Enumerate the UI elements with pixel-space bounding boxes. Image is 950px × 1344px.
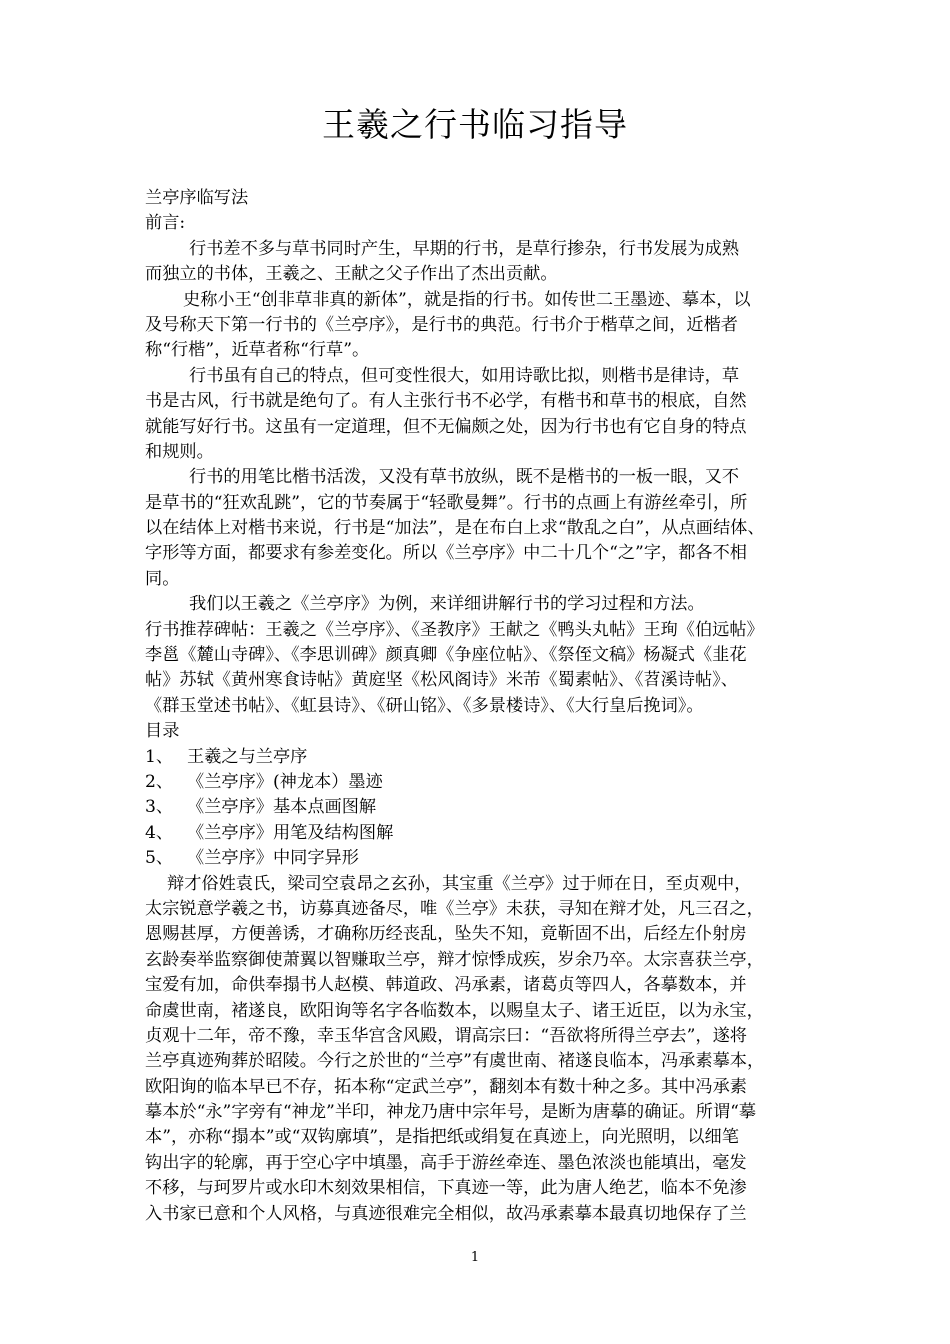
toc-item-label: 《兰亭序》中同字异形 xyxy=(187,848,359,869)
text-line: 行书推荐碑帖：王羲之《兰亭序》、《圣教序》王献之《鸭头丸帖》王珣《伯远帖》 xyxy=(145,619,764,640)
text-line: 摹本於“永”字旁有“神龙”半印，神龙乃唐中宗年号，是断为唐摹的确证。所谓“摹 xyxy=(145,1102,757,1123)
table-of-contents xyxy=(145,745,815,872)
text-line: 太宗锐意学羲之书，访募真迹备尽，唯《兰亭》未获，寻知在辩才处，凡三召之， xyxy=(145,898,764,919)
text-line: 目录 xyxy=(145,721,180,742)
toc-item xyxy=(145,795,815,820)
text-line: 史称小王“创非草非真的新体”，就是指的行书。如传世二王墨迹、摹本，以 xyxy=(183,289,751,310)
text-line: 就能写好行书。这虽有一定道理，但不无偏颇之处，因为行书也有它自身的特点 xyxy=(145,416,747,437)
text-line: 行书差不多与草书同时产生，早期的行书，是草行掺杂，行书发展为成熟 xyxy=(189,238,740,259)
text-line: 本”，亦称“搨本”或“双钩廓填”，是指把纸或绢复在真迹上，向光照明，以细笔 xyxy=(145,1127,739,1148)
document-title: 王羲之行书临习指导 xyxy=(322,105,628,144)
text-line: 兰亭真迹殉葬於昭陵。今行之於世的“兰亭”有虞世南、褚遂良临本，冯承素摹本， xyxy=(145,1051,765,1072)
text-line: 欧阳询的临本早已不存，拓本称“定武兰亭”，翻刻本有数十种之多。其中冯承素 xyxy=(145,1076,747,1097)
text-line: 书是古风，行书就是绝句了。有人主张行书不必学，有楷书和草书的根底，自然 xyxy=(145,391,747,412)
text-line: 行书虽有自己的特点，但可变性很大，如用诗歌比拟，则楷书是律诗，草 xyxy=(189,365,740,386)
text-line: 前言: xyxy=(145,213,186,234)
toc-item xyxy=(145,770,815,795)
text-line: 辩才俗姓袁氏，梁司空袁昂之玄孙，其宝重《兰亭》过于师在日，至贞观中， xyxy=(167,873,752,894)
text-line: 行书的用笔比楷书活泼，又没有草书放纵，既不是楷书的一板一眼，又不 xyxy=(189,467,740,488)
text-line: 贞观十二年，帝不豫，幸玉华宫含风殿，谓高宗曰：“吾欲将所得兰亭去”，遂将 xyxy=(145,1025,747,1046)
toc-item-label: 《兰亭序》(神龙本）墨迹 xyxy=(187,771,383,792)
text-line: 是草书的“狂欢乱跳”，它的节奏属于“轻歌曼舞”。行书的点画上有游丝牵引，所 xyxy=(145,492,748,513)
toc-item xyxy=(145,821,815,846)
text-line: 同。 xyxy=(145,568,180,589)
toc-item-number: 2、 xyxy=(145,771,174,792)
text-line: 称“行楷”，近草者称“行草”。 xyxy=(145,340,370,361)
toc-item xyxy=(145,846,815,871)
toc-item-number: 5、 xyxy=(145,848,174,869)
text-line: 而独立的书体，王羲之、王献之父子作出了杰出贡献。 xyxy=(145,264,558,285)
text-line: 以在结体上对楷书来说，行书是“加法”，是在布白上求“散乱之白”，从点画结体、 xyxy=(145,518,765,539)
text-line: 宝爱有加，命供奉搨书人赵模、韩道政、冯承素，诸葛贞等四人，各摹数本，并 xyxy=(145,975,747,996)
text-line: 字形等方面，都要求有参差变化。所以《兰亭序》中二十几个“之”字，都各不相 xyxy=(145,543,747,564)
text-line: 入书家已意和个人风格，与真迹很难完全相似，故冯承素摹本最真切地保存了兰 xyxy=(145,1203,747,1224)
text-line: 钩出字的轮廓，再于空心字中填墨，高手于游丝牵连、墨色浓淡也能填出，毫发 xyxy=(145,1152,747,1173)
toc-item xyxy=(145,745,815,770)
toc-item-label: 《兰亭序》用笔及结构图解 xyxy=(187,822,394,843)
document-body xyxy=(145,186,815,1227)
text-line: 玄龄奏举监察御使萧翼以智赚取兰亭，辩才惊悸成疾，岁余乃卒。太宗喜获兰亭， xyxy=(145,949,764,970)
text-line: 恩赐甚厚，方便善诱，才确称历经丧乱，坠失不知，竟靳固不出，后经左仆射房 xyxy=(145,924,747,945)
text-line: 李邕《麓山寺碑》、《李思训碑》颜真卿《争座位帖》、《祭侄文稿》杨凝式《韭花 xyxy=(145,645,747,666)
story-section xyxy=(145,872,815,1227)
toc-item-number: 1、 xyxy=(145,746,174,767)
preface-section xyxy=(145,186,815,745)
text-line: 和规则。 xyxy=(145,441,214,462)
text-line: 《群玉堂述书帖》、《虹县诗》、《研山铭》、《多景楼诗》、《大行皇后挽词》。 xyxy=(145,695,704,716)
toc-item-number: 3、 xyxy=(145,797,174,818)
text-line: 命虞世南，褚遂良，欧阳询等名字各临数本，以赐皇太子、诸王近臣，以为永宝， xyxy=(145,1000,764,1021)
text-line: 及号称天下第一行书的《兰亭序》，是行书的典范。行书介于楷草之间，近楷者 xyxy=(145,314,738,335)
page-number: 1 xyxy=(470,1250,480,1265)
toc-item-label: 王羲之与兰亭序 xyxy=(187,746,308,767)
text-line: 兰亭序临写法 xyxy=(145,188,249,208)
text-line: 帖》苏轼《黄州寒食诗帖》黄庭坚《松风阁诗》米芾《蜀素帖》、《苕溪诗帖》、 xyxy=(145,670,738,691)
text-line: 我们以王羲之《兰亭序》为例，来详细讲解行书的学习过程和方法。 xyxy=(189,594,705,615)
text-line: 不移，与珂罗片或水印木刻效果相信，下真迹一等，此为唐人绝艺，临本不免渗 xyxy=(145,1178,747,1199)
toc-item-number: 4、 xyxy=(145,822,174,843)
toc-item-label: 《兰亭序》基本点画图解 xyxy=(187,797,377,818)
